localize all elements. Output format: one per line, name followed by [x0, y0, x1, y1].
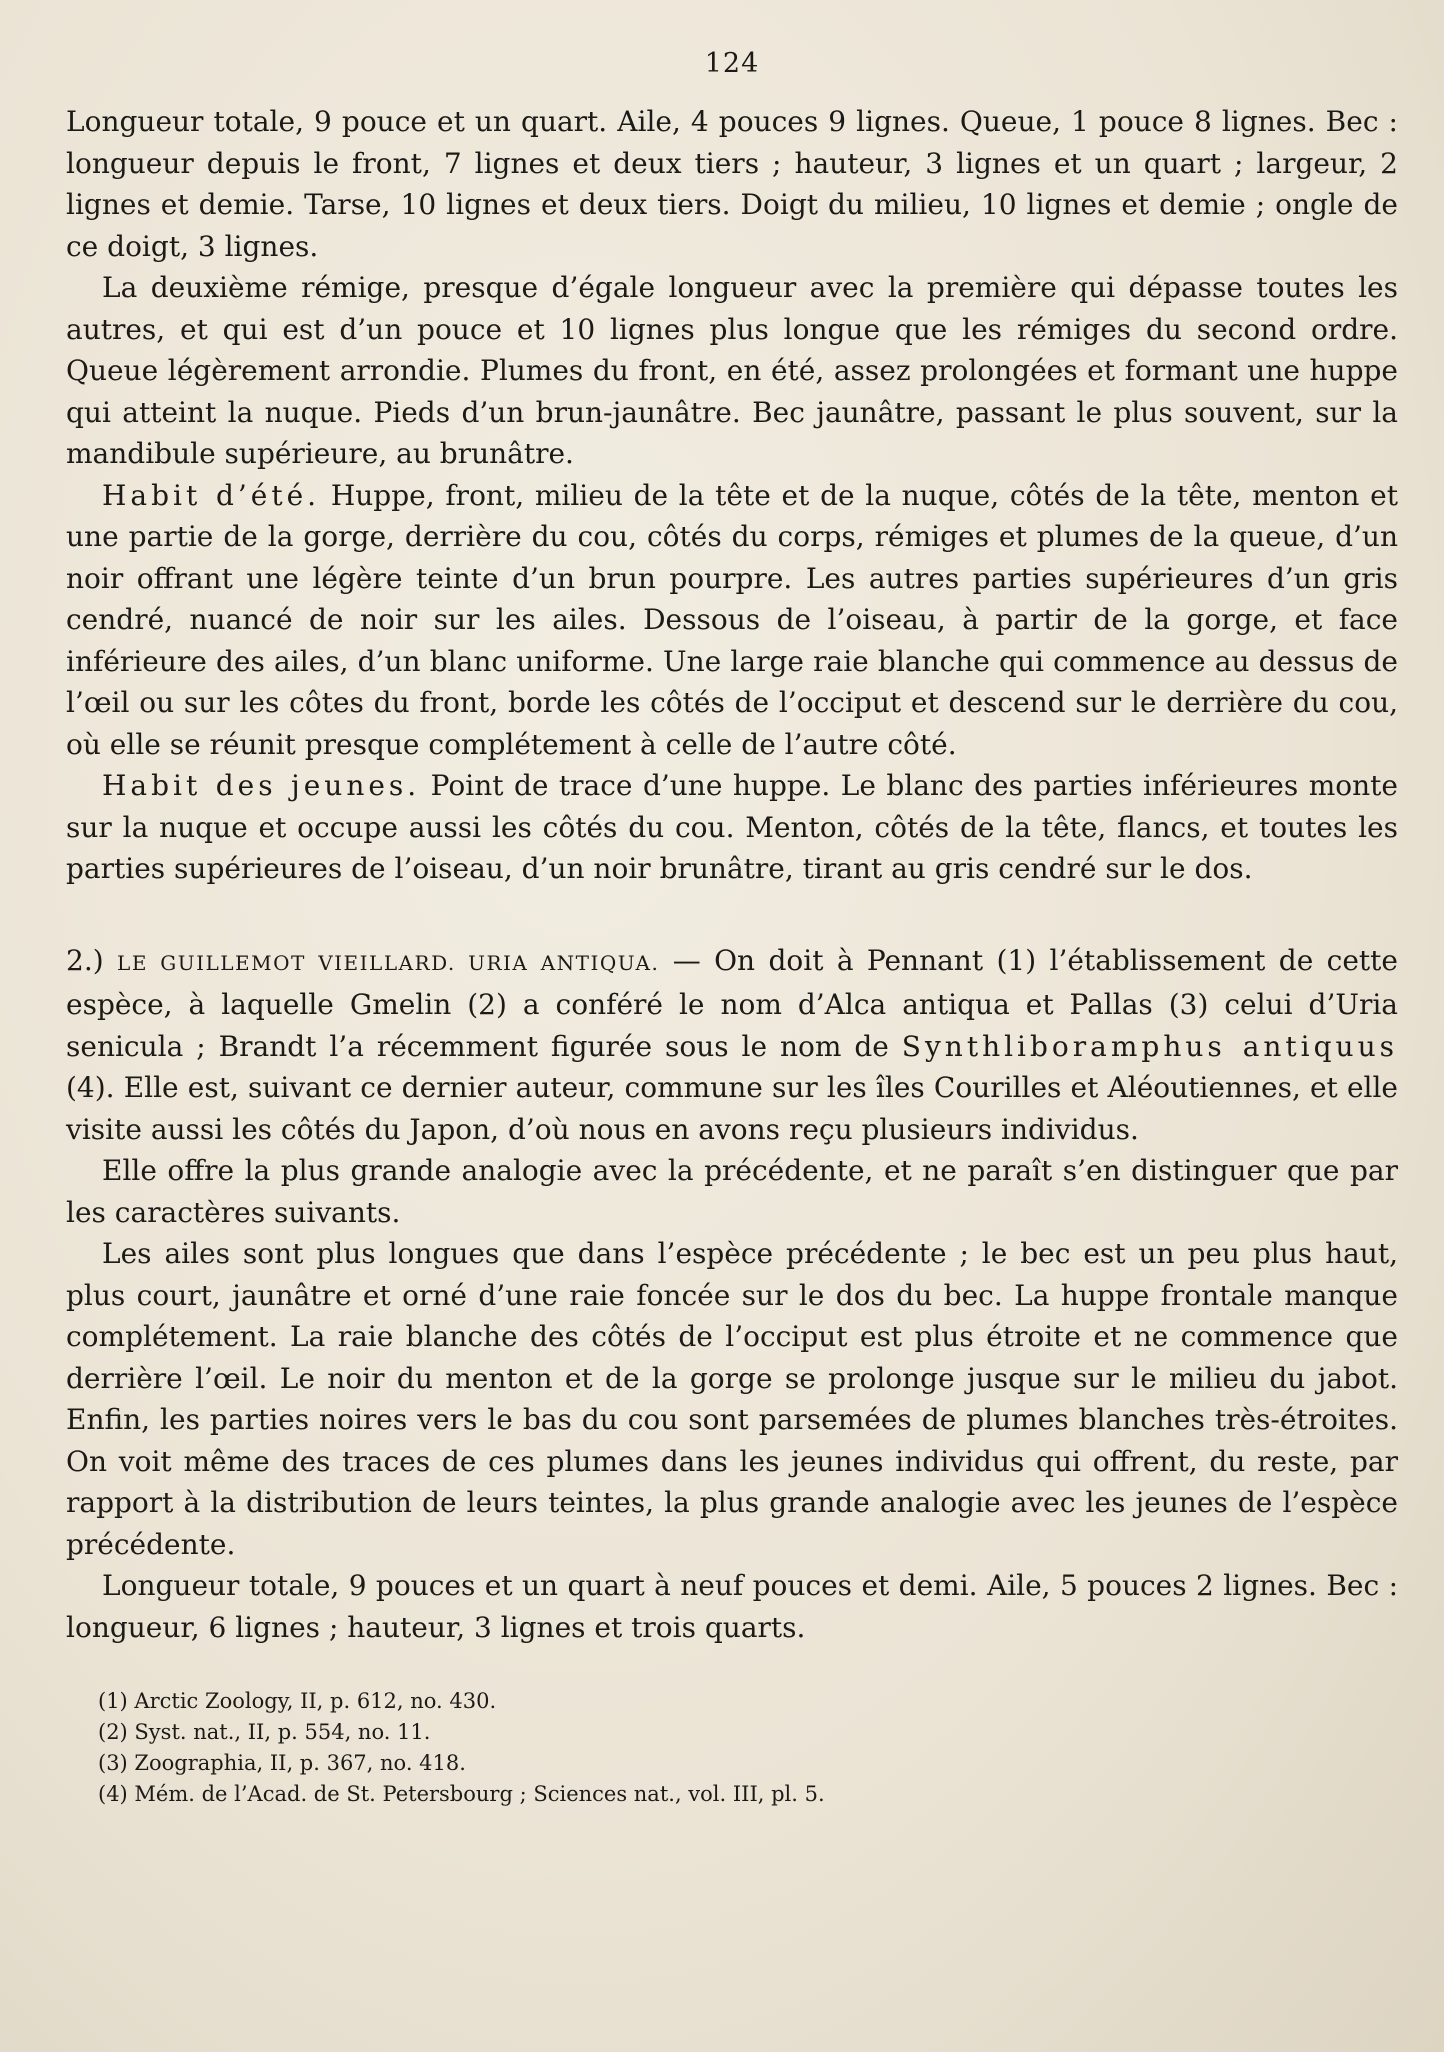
juvenile-plumage-label: Habit des jeunes. [102, 769, 421, 802]
footnote: (3) Zoographia, II, p. 367, no. 418. [98, 1751, 466, 1775]
measurements-paragraph: Longueur totale, 9 pouce et un quart. Aile, 4 pouces 9 lignes. Queue, 1 pouce 8 lignes. Bec : longueur depuis le front, 7 lignes et deux tiers ; hauteur, 3 lignes et un quart ; largeur, 2 lignes et demie. Tarse, 10 lignes et deux tiers. Doigt du milieu, 10 lignes et demie ; ongle de ce doigt, 3 lignes. [66, 105, 1398, 263]
species-intro-a: — On doit à Pennant (1) l’établissement de cette espèce, à laquelle Gmelin (2) a conféré le nom d’Alca antiqua et Pallas (3) celui d’Uria senicula ; Brandt l’a récemment figurée sous le nom de [66, 943, 1399, 1063]
section-gap [66, 890, 1398, 940]
species-intro-b: (4). Elle est, suivant ce dernier auteur, commune sur les îles Courilles et Aléoutiennes, et elle visite aussi les côtés du Japon, d’où nous en avons reçu plusieurs individus. [66, 1071, 1398, 1146]
species-title: LE GUILLEMOT VIEILLARD. URIA ANTIQUA. [117, 950, 660, 975]
species-number: 2.) [66, 943, 104, 977]
species-measurements-paragraph: Longueur totale, 9 pouces et un quart à neuf pouces et demi. Aile, 5 pouces 2 lignes. Bec : longueur, 6 lignes ; hauteur, 3 lignes et trois quarts. [66, 1569, 1398, 1644]
page-number: 124 [704, 48, 760, 79]
summer-plumage-paragraph [66, 475, 1398, 766]
footnote: (1) Arctic Zoology, II, p. 612, no. 430. [98, 1689, 497, 1713]
analogy-paragraph: Elle offre la plus grande analogie avec la précédente, et ne paraît s’en distinguer que par les caractères suivants. [66, 1154, 1398, 1229]
footnote: (4) Mém. de l’Acad. de St. Petersbourg ; Sciences nat., vol. III, pl. 5. [98, 1782, 825, 1806]
juvenile-plumage-text: Point de trace d’une huppe. Le blanc des parties inférieures monte sur la nuque et occupe aussi les côtés du cou. Menton, côtés de la tête, flancs, et toutes les parties supérieures de l’oiseau, d’un noir brunâtre, tirant au gris cendré sur le dos. [66, 769, 1398, 885]
summer-plumage-text: Huppe, front, milieu de la tête et de la nuque, côtés de la tête, menton et une partie de la gorge, derrière du cou, côtés du corps, rémiges et plumes de la queue, d’un noir offrant une légère teinte d’un brun pourpre. Les autres parties supérieures d’un gris cendré, nuancé de noir sur les ailes. Dessous de l’oiseau, à partir de la gorge, et face inférieure des ailes, d’un blanc uniforme. Une large raie blanche qui commence au dessus de l’œil ou sur les côtes du front, borde les côtés de l’occiput et descend sur le derrière du cou, où elle se réunit presque complétement à celle de l’autre côté. [66, 478, 1399, 761]
species-heading-paragraph [66, 940, 1398, 1151]
footnote: (2) Syst. nat., II, p. 554, no. 11. [98, 1720, 431, 1744]
characters-paragraph: Les ailes sont plus longues que dans l’espèce précédente ; le bec est un peu plus haut, plus court, jaunâtre et orné d’une raie foncée sur le dos du bec. La huppe frontale manque complétement. La raie blanche des côtés de l’occiput est plus étroite et ne commence que derrière l’œil. Le noir du menton et de la gorge se prolonge jusque sur le milieu du jabot. Enfin, les parties noires vers le bas du cou sont parsemées de plumes blanches très-étroites. On voit même des traces de ces plumes dans les jeunes individus qui offrent, du reste, par rapport à la distribution de leurs teintes, la plus grande analogie avec les jeunes de l’espèce précédente. [66, 1237, 1398, 1561]
summer-plumage-label: Habit d’été. [102, 478, 321, 512]
juvenile-plumage-paragraph [66, 765, 1398, 890]
species-genus-name: Synthliboramphus antiquus [901, 1029, 1398, 1063]
description-paragraph: La deuxième rémige, presque d’égale longueur avec la première qui dépasse toutes les autres, et qui est d’un pouce et 10 lignes plus longue que les rémiges du second ordre. Queue légèrement arrondie. Plumes du front, en été, assez prolongées et formant une huppe qui atteint la nuque. Pieds d’un brun-jaunâtre. Bec jaunâtre, passant le plus souvent, sur la mandibule supérieure, au brunâtre. [66, 271, 1398, 470]
footnotes [66, 1686, 1398, 1810]
